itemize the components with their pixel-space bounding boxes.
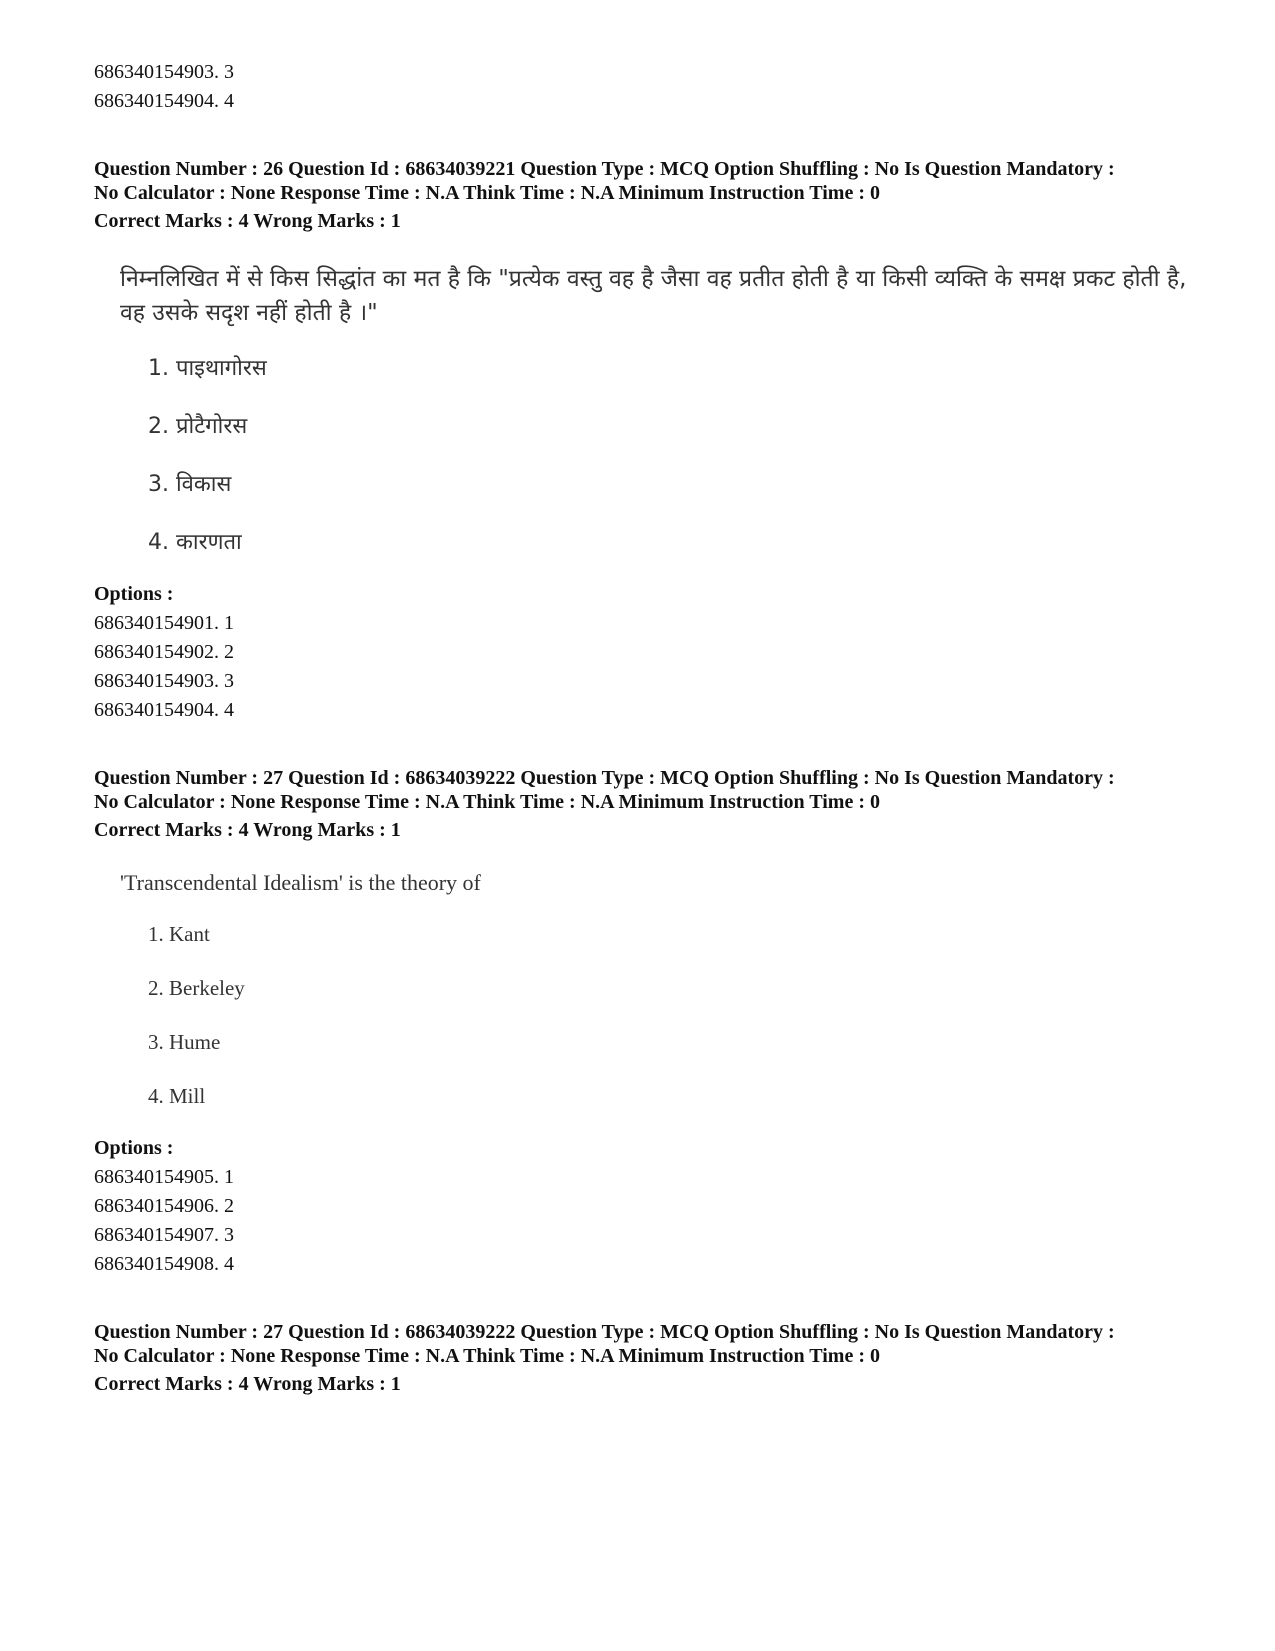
option-line: 686340154905. 1: [94, 1166, 234, 1188]
question-27-choice-3: 3. Hume: [148, 1030, 221, 1054]
option-line: 686340154903. 3: [94, 61, 234, 83]
question-27-repeat-meta-line-1: Question Number : 27 Question Id : 68634039222 Question Type : MCQ Option Shuffling : No Is Question Mandatory :: [94, 1321, 1115, 1343]
option-line: 686340154904. 4: [94, 90, 234, 112]
question-27-repeat-marks: Correct Marks : 4 Wrong Marks : 1: [94, 1373, 401, 1395]
question-26-choice-1: 1. पाइथागोरस: [148, 356, 267, 381]
question-26-options-label: Options :: [94, 583, 174, 605]
option-line: 686340154904. 4: [94, 699, 234, 721]
question-26-meta-line-2: No Calculator : None Response Time : N.A Think Time : N.A Minimum Instruction Time : 0: [94, 182, 880, 204]
question-27-options-label: Options :: [94, 1137, 174, 1159]
question-27-choice-2: 2. Berkeley: [148, 976, 245, 1000]
option-line: 686340154907. 3: [94, 1224, 234, 1246]
question-26-marks: Correct Marks : 4 Wrong Marks : 1: [94, 210, 401, 232]
question-27-repeat-meta-line-2: No Calculator : None Response Time : N.A Think Time : N.A Minimum Instruction Time : 0: [94, 1345, 880, 1367]
question-26-text: निम्नलिखित में से किस सिद्धांत का मत है कि "प्रत्येक वस्तु वह है जैसा वह प्रतीत होती है या किसी व्यक्ति के समक्ष प्रकट होती है, वह उसके सदृश नहीं होती है ।": [120, 266, 1187, 326]
question-27-choice-1: 1. Kant: [148, 922, 210, 946]
question-27-meta-line-1: Question Number : 27 Question Id : 68634039222 Question Type : MCQ Option Shuffling : No Is Question Mandatory :: [94, 767, 1115, 789]
question-27-marks: Correct Marks : 4 Wrong Marks : 1: [94, 819, 401, 841]
question-26-choice-3: 3. विकास: [148, 472, 232, 497]
option-line: 686340154908. 4: [94, 1253, 234, 1275]
question-26-choice-4: 4. कारणता: [148, 530, 242, 555]
option-line: 686340154901. 1: [94, 612, 234, 634]
option-line: 686340154903. 3: [94, 670, 234, 692]
question-27-text: 'Transcendental Idealism' is the theory of: [120, 870, 481, 895]
option-line: 686340154902. 2: [94, 641, 234, 663]
question-26-meta-line-1: Question Number : 26 Question Id : 68634039221 Question Type : MCQ Option Shuffling : No Is Question Mandatory :: [94, 158, 1115, 180]
question-27-choice-4: 4. Mill: [148, 1084, 206, 1108]
option-line: 686340154906. 2: [94, 1195, 234, 1217]
question-27-meta-line-2: No Calculator : None Response Time : N.A Think Time : N.A Minimum Instruction Time : 0: [94, 791, 880, 813]
question-26-choice-2: 2. प्रोटैगोरस: [148, 414, 248, 439]
